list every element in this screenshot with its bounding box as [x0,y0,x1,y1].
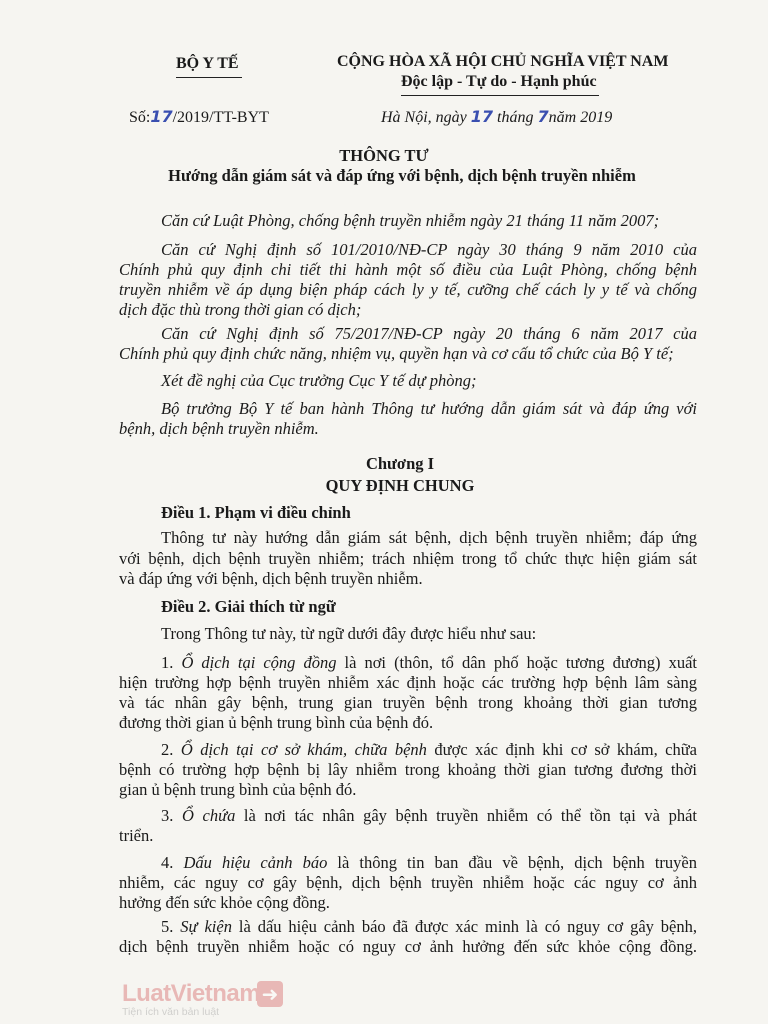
document-number [129,107,269,128]
number-suffix: /2019/TT-BYT [172,109,269,126]
item-text-line: hưởng đến sức khỏe cộng đồng. [119,893,330,912]
definition-item [161,653,697,673]
number-prefix: Số: [129,109,151,126]
item-text-line: dịch bệnh truyền nhiễm hoặc có nguy cơ ảnh hưởng đến sức khỏe cộng đồng. [119,937,697,956]
item-text-line: triển. [119,826,154,845]
chapter-number: Chương I [365,454,435,473]
article-heading: Điều 2. Giải thích từ ngữ [161,597,336,616]
item-number: 3. [161,806,182,825]
place-date [381,107,612,128]
item-text-line: hiện trường hợp bệnh truyền nhiễm xác định hoặc các trường hợp bệnh lâm sàng [119,673,697,692]
preamble-line: Chính phủ quy định chức năng, nhiệm vụ, quyền hạn và cơ cấu tổ chức của Bộ Y tế; [119,344,674,363]
preamble-line: truyền nhiễm về áp dụng biện pháp cách ly y tế, cưỡng chế cách ly y tế và chống [119,280,697,299]
document-subject: Hướng dẫn giám sát và đáp ứng với bệnh, dịch bệnh truyền nhiễm [168,166,636,185]
item-text: là nơi tác nhân gây bệnh truyền nhiễm có thể tồn tại và phát [235,806,698,825]
handwritten-number: 17 [150,107,173,126]
item-number: 1. [161,653,182,672]
defined-term: Ổ chứa [181,806,236,825]
motto-underline [401,95,599,96]
ministry-name: BỘ Y TẾ [176,55,239,72]
item-text-line: bệnh có trường hợp bệnh bị lây nhiễm trong khoảng thời gian tương đương thời [119,760,697,779]
item-text: là dấu hiệu cảnh báo đã được xác minh là có nguy cơ gây bệnh, [231,917,698,936]
item-text: là thông tin ban đầu về bệnh, dịch bệnh truyền [327,853,698,872]
national-motto: Độc lập - Tự do - Hạnh phúc [401,73,597,90]
item-text: được xác định khi cơ sở khám, chữa [426,740,698,759]
handwritten-day: 17 [470,107,494,126]
preamble-line: Chính phủ quy định chi tiết thi hành một số điều của Luật Phòng, chống bệnh [119,260,697,279]
watermark-logo [122,980,279,1018]
defined-term: Ổ dịch tại cộng đồng [181,653,337,672]
item-text-line: đương thời gian ủ bệnh trung bình của bệnh đó. [119,713,434,732]
preamble-line: bệnh, dịch bệnh truyền nhiễm. [119,419,319,438]
defined-term: Dấu hiệu cảnh báo [183,853,328,872]
item-text-line: gian ủ bệnh trung bình của bệnh đó. [119,780,357,799]
item-number: 4. [161,853,184,872]
preamble-line: Xét đề nghị của Cục trưởng Cục Y tế dự phòng; [161,371,477,390]
country-name: CỘNG HÒA XÃ HỘI CHỦ NGHĨA VIỆT NAM [337,53,669,70]
definition-item [161,740,697,760]
arrow-right-icon: ➜ [257,981,283,1007]
item-text-line: và tác nhân gây bệnh, trung gian truyền bệnh trong khoảng thời gian tương [119,693,697,712]
article-text-line: Thông tư này hướng dẫn giám sát bệnh, dịch bệnh truyền nhiễm; đáp ứng [161,528,697,547]
item-number: 5. [161,917,181,936]
preamble-line: Căn cứ Nghị định số 101/2010/NĐ-CP ngày 30 tháng 9 năm 2010 của [161,240,697,259]
article-intro: Trong Thông tư này, từ ngữ dưới đây được hiểu như sau: [161,624,537,643]
article-heading: Điều 1. Phạm vi điều chỉnh [161,503,351,522]
definition-item [161,853,697,873]
preamble-line: Căn cứ Nghị định số 75/2017/NĐ-CP ngày 20 tháng 6 năm 2017 của [161,324,697,343]
month-word: tháng [493,109,538,126]
item-text: là nơi (thôn, tổ dân phố hoặc tương đương) xuất [336,653,697,672]
year-text: năm 2019 [548,109,613,126]
handwritten-month: 7 [537,107,549,126]
place-prefix: Hà Nội, ngày [381,109,471,126]
item-text-line: nhiễm, các nguy cơ gây bệnh, dịch bệnh truyền nhiễm hoặc các nguy cơ ảnh [119,873,697,892]
preamble-line: Căn cứ Luật Phòng, chống bệnh truyền nhiễm ngày 21 tháng 11 năm 2007; [161,211,660,230]
definition-item [161,917,697,937]
article-text-line: với bệnh, dịch bệnh truyền nhiễm; trách nhiệm trong tổ chức thực hiện giám sát [119,549,697,568]
definition-item [161,806,697,826]
document-type: THÔNG TƯ [339,146,429,165]
watermark-logo-text: LuatVietnam [122,980,261,1007]
defined-term: Sự kiện [180,917,232,936]
preamble-line: dịch đặc thù trong thời gian có dịch; [119,300,362,319]
defined-term: Ổ dịch tại cơ sở khám, chữa bệnh [180,740,427,759]
preamble-line: Bộ trưởng Bộ Y tế ban hành Thông tư hướng dẫn giám sát và đáp ứng với [161,399,697,418]
item-number: 2. [161,740,181,759]
watermark-tagline: Tiện ích văn bản luật [122,1006,220,1018]
ministry-underline [176,77,242,78]
article-text-line: và đáp ứng với bệnh, dịch bệnh truyền nhiễm. [119,569,423,588]
chapter-title: QUY ĐỊNH CHUNG [325,476,475,495]
